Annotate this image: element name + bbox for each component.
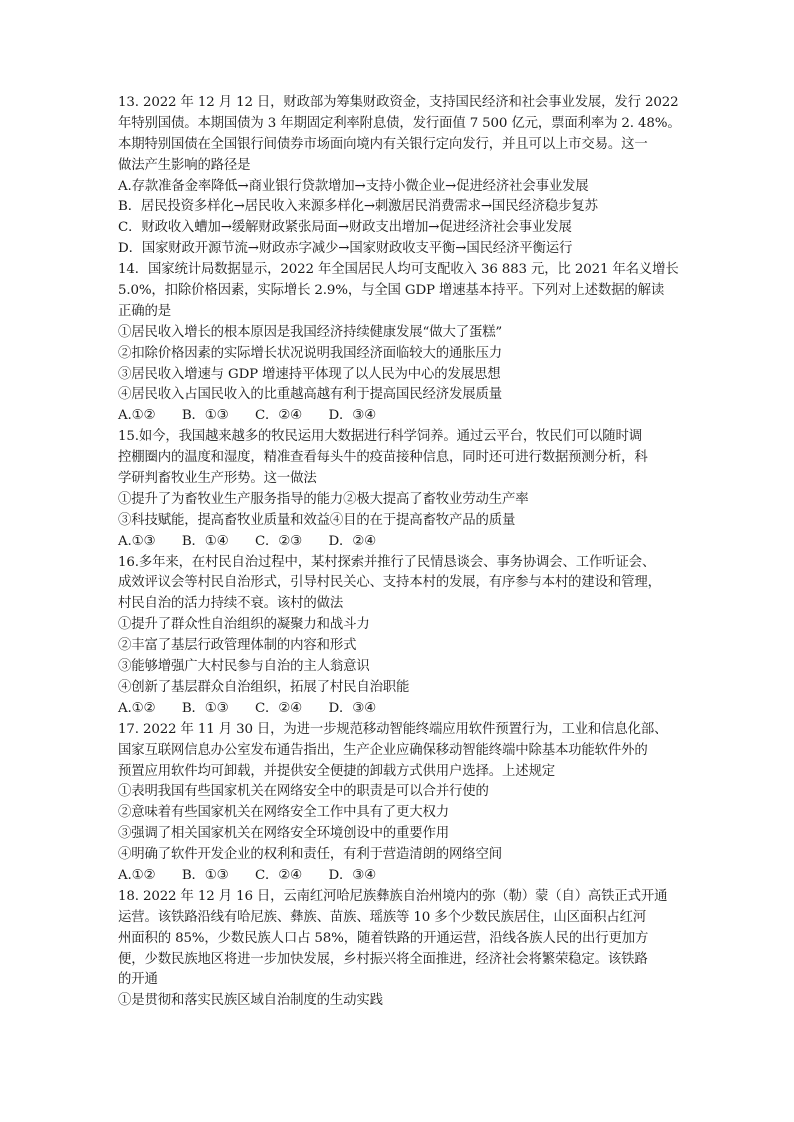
question-stem-line: 便，少数民族地区将进一步加快发展，乡村振兴将全面推进，经济社会将繁荣稳定。该铁路: [118, 951, 648, 967]
statement-1-2: ①提升了为畜牧业生产服务指导的能力②极大提高了畜牧业劳动生产率: [118, 491, 529, 507]
statement-2: ②意味着有些国家机关在网络安全工作中具有了更大权力: [118, 805, 450, 821]
answer-choices: A.①② B．①③ C．②④ D．③④: [118, 408, 376, 424]
question-stem-line: 控棚圈内的温度和湿度，精准查看每头牛的疫苗接种信息，同时还可进行数据预测分析，科: [118, 450, 648, 466]
question-stem-line: 13. 2022 年 12 月 12 日，财政部为筹集财政资金，支持国民经济和社会事业发展，发行 2022: [118, 95, 679, 110]
statement-3: ③居民收入增速与 GDP 增速持平体现了以人民为中心的发展思想: [118, 366, 501, 382]
question-stem-line: 学研判畜牧业生产形势。这一做法: [118, 471, 317, 487]
exam-page: [118, 93, 681, 1012]
question-stem-line: 州面积的 85%，少数民族人口占 58%，随着铁路的开通运营，沿线各族人民的出行更加方: [118, 930, 649, 946]
statement-4: ④创新了基层群众自治组织，拓展了村民自治职能: [118, 679, 410, 695]
statement-2: ②丰富了基层行政管理体制的内容和形式: [118, 638, 357, 654]
question-stem-line: 做法产生影响的路径是: [118, 157, 251, 173]
question-stem-line: 运营。该铁路沿线有哈尼族、彝族、苗族、瑶族等 10 多个少数民族居住，山区面积占红河: [118, 909, 647, 925]
question-15: [118, 427, 678, 552]
option-b: B．居民投资多样化→居民收入来源多样化→刺激居民消费需求→国民经济稳步复苏: [118, 199, 598, 215]
statement-1: ①提升了群众性自治组织的凝聚力和战斗力: [118, 617, 370, 633]
question-stem-line: 16.多年来，在村民自治过程中，某村探索并推行了民情恳谈会、事务协调会、工作听证会、: [118, 554, 656, 570]
statement-2: ②扣除价格因素的实际增长状况说明我国经济面临较大的通胀压力: [118, 345, 502, 361]
question-stem-line: 成效评议会等村民自治形式，引导村民关心、支持本村的发展，有序参与本村的建设和管理，: [118, 575, 661, 591]
question-14: [118, 260, 678, 427]
option-c: C．财政收入螬加→缓解财政紧张局面→财政支出增加→促进经济社会事业发展: [118, 220, 572, 236]
question-stem-line: 年特别国债。本期国债为 3 年期固定利率附息债，发行面值 7 500 亿元，票面利率为 2. 48%。: [118, 115, 681, 131]
statement-4: ④明确了软件开发企业的权利和责任，有利于营造清朗的网络空间: [118, 847, 502, 863]
option-a: A.存款准备金率降低→商业银行贷款增加→支持小微企业→促进经济社会事业发展: [118, 178, 589, 194]
statement-4: ④居民收入占国民收入的比重越高越有利于提高国民经济发展质量: [118, 387, 502, 403]
statement-1: ①表明我国有些国家机关在网络安全中的职责是可以合并行使的: [118, 784, 489, 800]
question-stem-line: 国家互联网信息办公室发布通告指出，生产企业应确保移动智能终端中除基本功能软件外的: [118, 742, 648, 758]
question-18: [118, 887, 678, 1012]
question-stem-line: 14．国家统计局数据显示，2022 年全国居民人均可支配收入 36 883 元，比 2021 年名义增长: [118, 262, 679, 278]
question-stem-line: 的开通: [118, 972, 158, 988]
question-stem-line: 5.0%，扣除价格因素，实际增长 2.9%，与全国 GDP 增速基本持平。下列对上述数据的解读: [118, 283, 665, 299]
statement-1: ①是贯彻和落实民族区域自治制度的生动实践: [118, 993, 383, 1009]
question-stem-line: 预置应用软件均可卸载，并提供安全便捷的卸载方式供用户选择。上述规定: [118, 763, 555, 779]
statement-3: ③强调了相关国家机关在网络安全环境创设中的重要作用: [118, 826, 450, 842]
answer-choices: A.①② B．①③ C．②④ D．③④: [118, 700, 376, 716]
statement-3: ③能够增强广大村民参与自治的主人翁意识: [118, 659, 370, 675]
answer-choices: A.①② B．①③ C．②④ D．③④: [118, 867, 376, 883]
option-d: D．国家财政开源节流→财政赤字减少→国家财政收支平衡→国民经济平衡运行: [118, 241, 573, 257]
statement-3-4: ③科技赋能，提高畜牧业质量和效益④目的在于提高畜牧产品的质量: [118, 512, 516, 528]
answer-choices: A.①③ B．①④ C．②③ D．②④: [118, 533, 376, 549]
question-stem-line: 本期特别国债在全国银行间债券市场面向境内有关银行定向发行，并且可以上市交易。这一: [118, 136, 648, 152]
question-17: [118, 720, 678, 887]
question-16: [118, 553, 678, 720]
question-stem-line: 17. 2022 年 11 月 30 日，为进一步规范移动智能终端应用软件预置行为，工业和信息化部、: [118, 721, 668, 737]
statement-1: ①居民收入增长的根本原因是我国经济持续健康发展“做大了蛋糕”: [118, 324, 503, 340]
question-stem-line: 15.如今，我国越来越多的牧民运用大数据进行科学饲养。通过云平台，牧民们可以随时调: [118, 429, 642, 445]
question-stem-line: 18. 2022 年 12 月 16 日，云南红河哈尼族彝族自治州境内的弥（勒）蒙（自）高铁正式开通: [118, 888, 668, 904]
question-stem-line: 正确的是: [118, 303, 171, 319]
question-13: [118, 93, 681, 260]
question-stem-line: 村民自治的活力持续不衰。该村的做法: [118, 596, 344, 612]
